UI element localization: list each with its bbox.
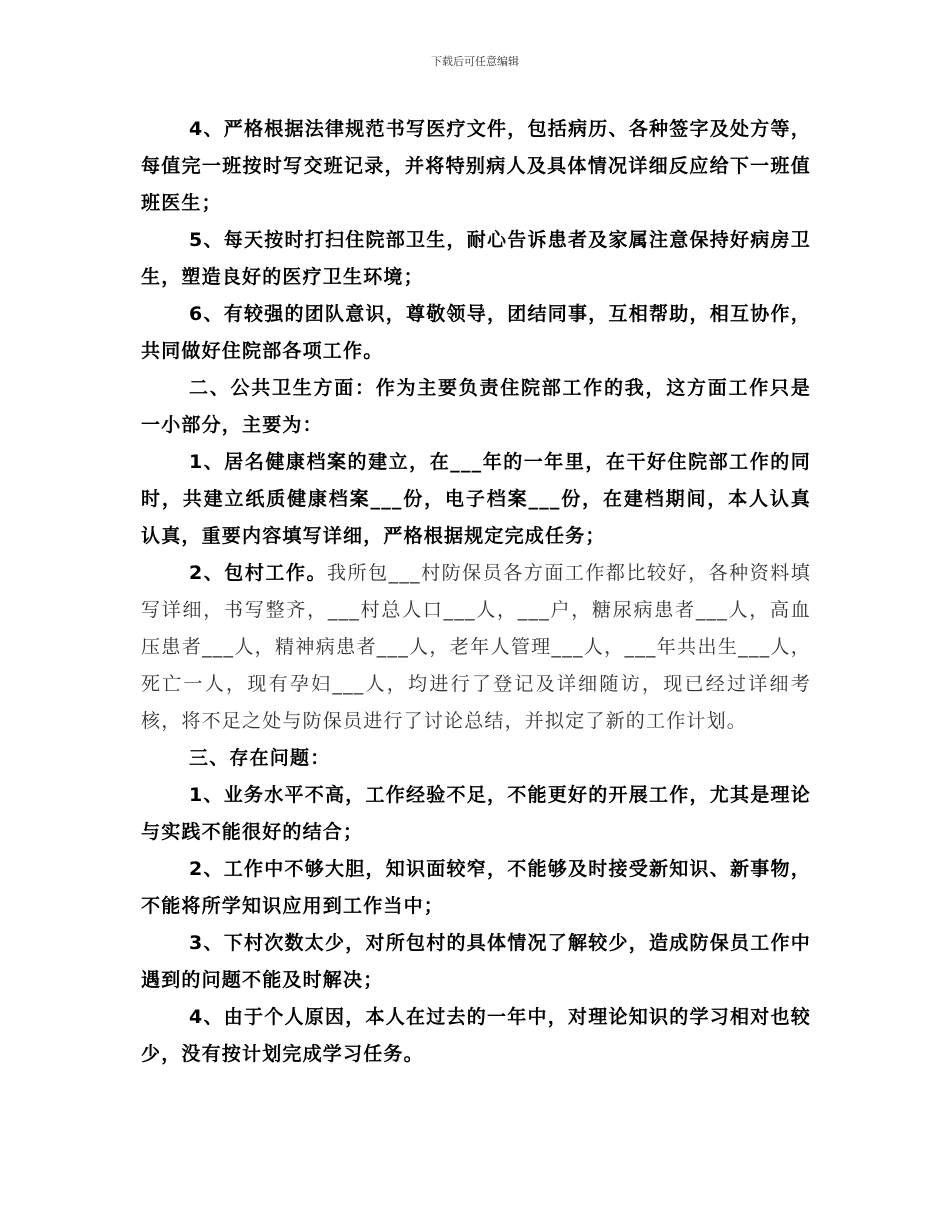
paragraph-item-6-teamwork: 6、有较强的团队意识，尊敬领导，团结同事，互相帮助，相互协作，共同做好住院部各项工作。 [141, 303, 811, 362]
paragraph-problem-2: 2、工作中不够大胆，知识面较窄，不能够及时接受新知识、新事物，不能将所学知识应用到工作当中； [141, 858, 811, 917]
paragraph-problem-3: 3、下村次数太少，对所包村的具体情况了解较少，造成防保员工作中遇到的问题不能及时解决； [141, 932, 811, 991]
document-body [141, 111, 811, 1073]
paragraph-health-records: 1、居名健康档案的建立，在___年的一年里，在干好住院部工作的同时，共建立纸质健康档案___份，电子档案___份，在建档期间，本人认真认真，重要内容填写详细，严格根据规定完成任务； [141, 451, 811, 547]
paragraph-item-5-ward-hygiene: 5、每天按时打扫住院部卫生，耐心告诉患者及家属注意保持好病房卫生，塑造良好的医疗卫生环境； [141, 229, 811, 288]
paragraph-village-work [141, 555, 811, 740]
village-work-lead: 2、包村工作。 [189, 562, 328, 584]
paragraph-problem-4: 4、由于个人原因，本人在过去的一年中，对理论知识的学习相对也较少，没有按计划完成学习任务。 [141, 1006, 811, 1065]
paragraph-problems-heading: 三、存在问题： [189, 747, 331, 769]
paragraph-item-4-medical-records: 4、严格根据法律规范书写医疗文件，包括病历、各种签字及处方等，每值完一班按时写交班记录，并将特别病人及具体情况详细反应给下一班值班医生； [141, 118, 811, 214]
page-header-note: 下载后可任意编辑 [431, 55, 519, 68]
village-work-details: 我所包___村防保员各方面工作都比较好，各种资料填写详细，书写整齐，___村总人口___人，___户，糖尿病患者___人，高血压患者___人，精神病患者___人，老年人管理___人，___年共出生___人，死亡一人，现有孕妇___人，均进行了登记及详细随访，现已经过详细考核，将不足之处与防保员进行了讨论总结，并拟定了新的工作计划。 [141, 562, 811, 732]
paragraph-problem-1: 1、业务水平不高，工作经验不足，不能更好的开展工作，尤其是理论与实践不能很好的结合； [141, 784, 811, 843]
paragraph-public-health-heading: 二、公共卫生方面：作为主要负责住院部工作的我，这方面工作只是一小部分，主要为： [141, 377, 811, 436]
